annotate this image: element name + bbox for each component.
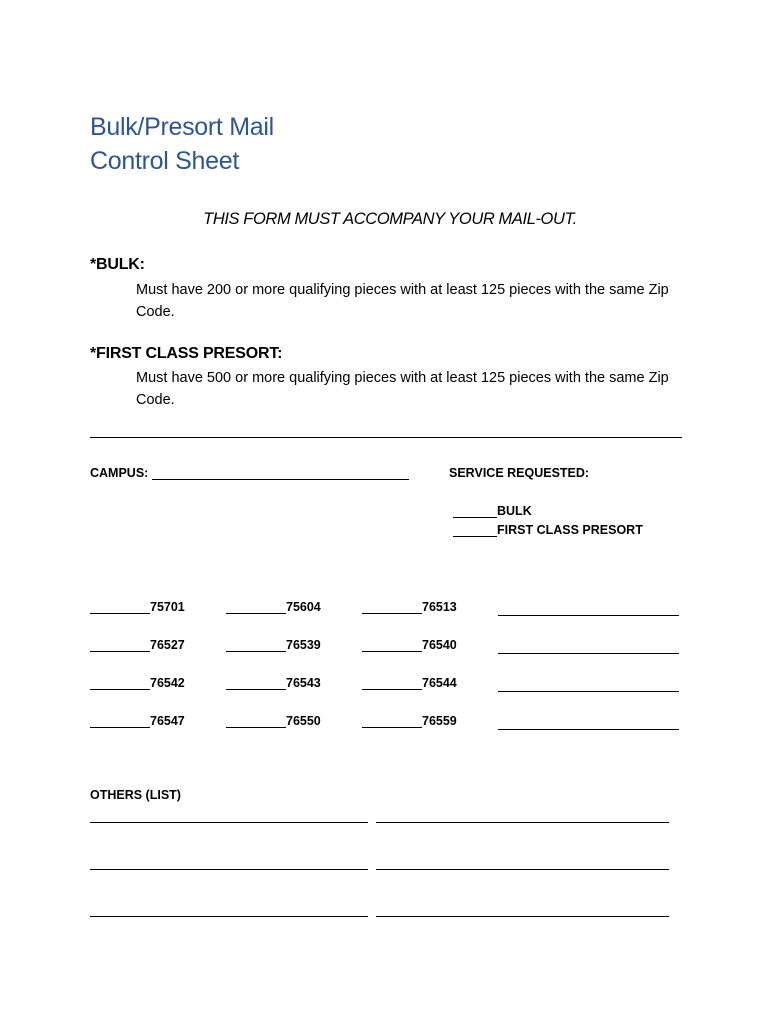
zip-option[interactable]	[90, 714, 185, 728]
zip-code-label: 76527	[150, 638, 185, 652]
zip-check-line[interactable]	[362, 639, 422, 652]
zip-write-in-line[interactable]	[498, 615, 679, 616]
service-option-bulk[interactable]	[453, 504, 532, 518]
zip-option[interactable]	[362, 638, 457, 652]
zip-code-label: 75701	[150, 600, 185, 614]
zip-check-line[interactable]	[90, 715, 150, 728]
campus-label: CAMPUS:	[90, 466, 149, 480]
page-title	[90, 110, 274, 178]
zip-code-label: 76540	[422, 638, 457, 652]
service-requested-label: SERVICE REQUESTED:	[449, 466, 590, 480]
zip-code-label: 76559	[422, 714, 457, 728]
zip-option[interactable]	[226, 638, 321, 652]
zip-check-line[interactable]	[362, 715, 422, 728]
service-first-class-label: FIRST CLASS PRESORT	[497, 523, 643, 537]
others-write-in-line[interactable]	[90, 869, 368, 870]
zip-check-line[interactable]	[226, 715, 286, 728]
zip-option[interactable]	[226, 600, 321, 614]
zip-option[interactable]	[90, 600, 185, 614]
zip-option[interactable]	[226, 714, 321, 728]
zip-check-line[interactable]	[90, 601, 150, 614]
zip-code-label: 76550	[286, 714, 321, 728]
zip-code-label: 76539	[286, 638, 321, 652]
zip-check-line[interactable]	[90, 639, 150, 652]
zip-code-label: 76542	[150, 676, 185, 690]
zip-code-label: 76543	[286, 676, 321, 690]
zip-code-label: 76544	[422, 676, 457, 690]
others-label: OTHERS (LIST)	[90, 788, 181, 802]
zip-check-line[interactable]	[90, 677, 150, 690]
zip-check-line[interactable]	[362, 677, 422, 690]
zip-option[interactable]	[90, 676, 185, 690]
title-line-2: Control Sheet	[90, 147, 239, 175]
title-line-1: Bulk/Presort Mail	[90, 113, 274, 141]
zip-code-label: 75604	[286, 600, 321, 614]
service-option-first-class[interactable]	[453, 523, 643, 537]
zip-check-line[interactable]	[362, 601, 422, 614]
zip-write-in-line[interactable]	[498, 691, 679, 692]
others-write-in-line[interactable]	[376, 869, 669, 870]
others-write-in-line[interactable]	[376, 822, 669, 823]
others-write-in-line[interactable]	[90, 916, 368, 917]
campus-input-line[interactable]	[152, 467, 409, 480]
zip-option[interactable]	[362, 600, 457, 614]
zip-check-line[interactable]	[226, 639, 286, 652]
zip-check-line[interactable]	[226, 677, 286, 690]
zip-write-in-line[interactable]	[498, 653, 679, 654]
zip-option[interactable]	[90, 638, 185, 652]
others-write-in-line[interactable]	[376, 916, 669, 917]
first-class-heading: *FIRST CLASS PRESORT:	[90, 345, 283, 362]
service-bulk-check-line[interactable]	[453, 505, 497, 518]
zip-code-label: 76513	[422, 600, 457, 614]
section-divider	[90, 437, 682, 438]
campus-field[interactable]	[90, 466, 409, 480]
service-first-class-check-line[interactable]	[453, 524, 497, 537]
first-class-description: Must have 500 or more qualifying pieces with at least 125 pieces with the same Zip Code.	[136, 370, 669, 408]
bulk-heading: *BULK:	[90, 256, 145, 273]
zip-check-line[interactable]	[226, 601, 286, 614]
notice-text: THIS FORM MUST ACCOMPANY YOUR MAIL-OUT.	[203, 210, 577, 228]
zip-option[interactable]	[226, 676, 321, 690]
zip-write-in-line[interactable]	[498, 729, 679, 730]
bulk-description: Must have 200 or more qualifying pieces with at least 125 pieces with the same Zip Code.	[136, 282, 669, 320]
service-bulk-label: BULK	[497, 504, 532, 518]
zip-code-label: 76547	[150, 714, 185, 728]
zip-option[interactable]	[362, 714, 457, 728]
others-write-in-line[interactable]	[90, 822, 368, 823]
zip-option[interactable]	[362, 676, 457, 690]
